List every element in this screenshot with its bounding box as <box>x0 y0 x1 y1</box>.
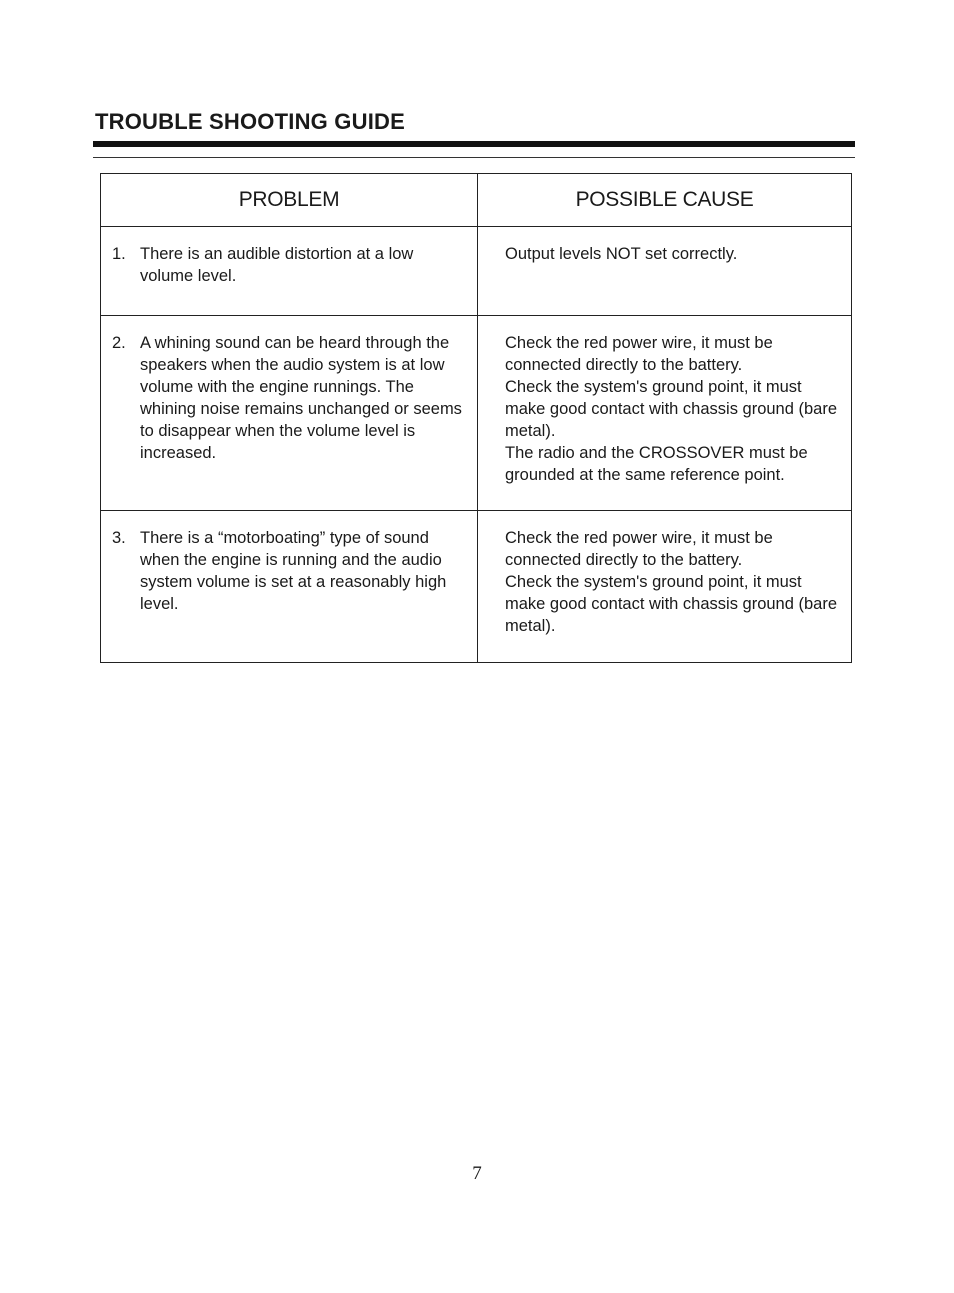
title-rule-thin <box>93 157 855 158</box>
problem-number: 2. <box>112 334 126 352</box>
table-row <box>101 227 852 316</box>
table-row <box>101 316 852 511</box>
problem-number: 3. <box>112 529 126 547</box>
problem-number: 1. <box>112 245 126 263</box>
page-number: 7 <box>472 1163 482 1184</box>
title-rule-thick <box>93 141 855 147</box>
cause-text: Output levels NOT set correctly. <box>505 245 738 263</box>
cause-text: Check the system's ground point, it must make good contact with chassis ground (bare metal). <box>505 573 838 635</box>
cause-cell <box>478 511 852 663</box>
problem-cell <box>101 511 478 663</box>
cause-text: Check the red power wire, it must be connected directly to the battery. <box>505 529 773 569</box>
problem-text: There is a “motorboating” type of sound when the engine is running and the audio system volume is set at a reasonably high level. <box>140 529 447 613</box>
problem-cell <box>101 227 478 316</box>
trouble-shooting-table <box>100 173 852 663</box>
problem-text: There is an audible distortion at a low volume level. <box>140 245 414 285</box>
cause-text: Check the system's ground point, it must make good contact with chassis ground (bare metal). <box>505 378 838 440</box>
problem-text: A whining sound can be heard through the speakers when the audio system is at low volume with the engine runnings. The whining noise remains unchanged or seems to disappear when the volume level is increased. <box>140 334 462 462</box>
cause-cell <box>478 316 852 511</box>
cause-cell <box>478 227 852 316</box>
cause-text: The radio and the CROSSOVER must be grounded at the same reference point. <box>505 444 808 484</box>
problem-column-header: PROBLEM <box>101 174 478 227</box>
cause-column-header: POSSIBLE CAUSE <box>478 174 852 227</box>
problem-cell <box>101 316 478 511</box>
cause-text: Check the red power wire, it must be connected directly to the battery. <box>505 334 773 374</box>
page-title: TROUBLE SHOOTING GUIDE <box>95 109 405 134</box>
table-header-row <box>101 174 852 227</box>
table-row <box>101 511 852 663</box>
